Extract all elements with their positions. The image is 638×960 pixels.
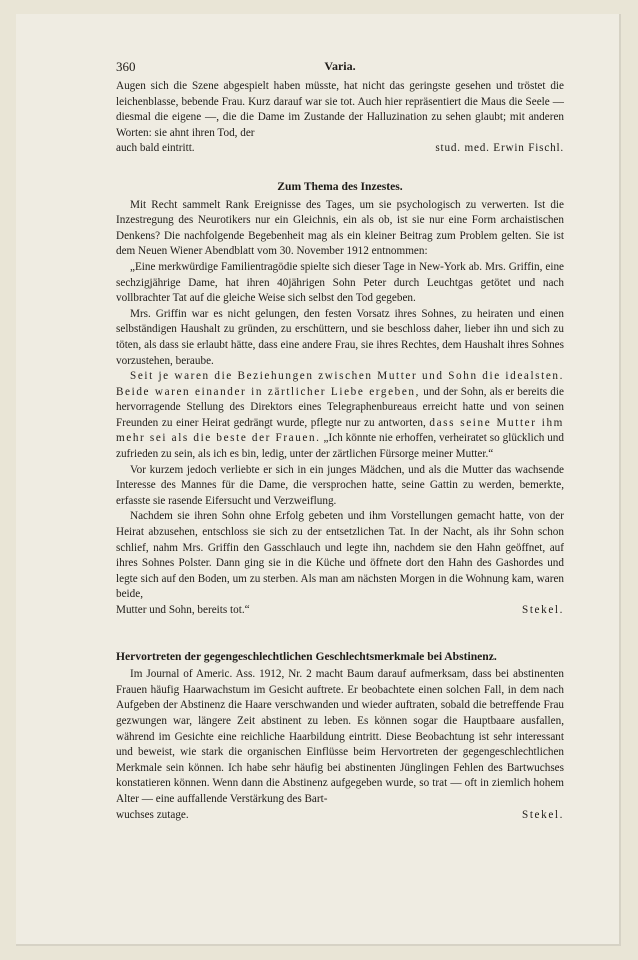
running-head: Varia. — [324, 59, 356, 73]
plain-text-a: und der Sohn, als er bereits die hervorragende Stellung des Direktors eines Telegraphenbureaus erreicht hatte und von seinen Freunden zu einer Heirat gedrängt wurde, pflegte nur zu antworten, — [116, 385, 564, 429]
page — [16, 14, 621, 946]
inzest-signature: Stekel. — [522, 604, 564, 616]
abstinenz-last-line — [116, 808, 564, 824]
inzest-last-line — [116, 603, 564, 619]
spaced-text-a: Seit je waren die Beziehungen zwischen Mutter und Sohn die idealsten. Beide waren einander in zärtlicher Liebe ergeben, — [116, 370, 564, 398]
inzest-paragraph-4 — [116, 369, 564, 463]
section-title-abstinenz: Hervortreten der gegengeschlechtlichen Geschlechtsmerkmale bei Abstinenz. — [116, 649, 497, 663]
inzest-paragraph-1: Mit Recht sammelt Rank Ereignisse des Tages, um sie psychologisch zu verwerten. Ist die Inzestregung des Neurotikers nur ein Gleichnis, ein als ob, ist sie nur eine Form archaistischen Denkens? Die nachfolgende Begebenheit mag als ein kleiner Beitrag zum Problem gelten. Sie ist dem Neuen Wiener Abendblatt vom 30. November 1912 entnommen: — [116, 198, 564, 258]
inzest-paragraph-3: Mrs. Griffin war es nicht gelungen, den festen Vorsatz ihres Sohnes, zu heiraten und einen selbständigen Haushalt zu gründen, zu erschüttern, und sie beschloss daher, lieber ihn und sich zu töten, als dass sie erlaubt hätte, dass eine andere Frau, sie ihres Rechtes, dem Haushalt ihres Sohnes vorzustehen, beraube. — [116, 307, 564, 367]
page-content — [116, 59, 564, 823]
inzest-paragraph-2: „Eine merkwürdige Familientragödie spielte sich dieser Tage in New-York ab. Mrs. Griffin, eine sechzigjährige Dame, hat ihren 40jährigen Sohn Peter durch Leuchtgas getötet und nach vollbrachter Tat auf die gleiche Weise sich selbst den Tod gegeben. — [116, 260, 564, 305]
intro-signature: stud. med. Erwin Fischl. — [435, 142, 564, 155]
page-number: 360 — [116, 59, 136, 74]
spaced-text-b: dass seine Mutter ihm mehr sei als die beste der Frauen. — [116, 416, 564, 445]
abstinenz-paragraph: Im Journal of Americ. Ass. 1912, Nr. 2 macht Baum darauf aufmerksam, dass bei abstinenten Frauen häufig Haarwachstum im Gesicht auftrete. Er beobachtete einen solchen Fall, in dem nach Aufgeben der Abstinenz die Haare verschwanden und wieder auftraten, sobald die betreffende Frau gezwungen war, längere Zeit abstinent zu leben. Es können sogar die Hauptbaare ausfallen, während im Gesichte eine reichliche Haarbildung eintritt. Diese Beobachtung ist sehr interessant und beweist, wie stark die organischen Einflüsse beim Hervortreten der gegengeschlechtlichen Merkmale sein können. Ich habe sehr häufig bei abstinenten Jünglingen Fehlen des Bartwuchses konstatieren können. Wenn dann die Abstinenz aufgegeben wurde, so trat — oft in ziemlich hohem Alter — eine auffallende Verstärkung des Bart- — [116, 668, 564, 805]
section-title-inzest: Zum Thema des Inzestes. — [277, 179, 403, 193]
plain-text-b: „Ich könnte nie erhoffen, verheiratet so glücklich und zufrieden zu sein, als ich es bin, ledig, unter der zärtlichen Fürsorge meiner Mutter.“ — [116, 432, 564, 461]
page-header — [116, 59, 564, 75]
abstinenz-signature: Stekel. — [522, 808, 564, 821]
inzest-paragraph-5: Vor kurzem jedoch verliebte er sich in ein junges Mädchen, und als die Mutter das wachsende Interesse des Mannes für die Dame, die versprochen hatte, seine Gattin zu werden, bemerkte, erfasste sie rasende Eifersucht und Verzweiflung. — [116, 463, 564, 507]
abstinenz-last-text: wuchses zutage. — [116, 808, 189, 821]
inzest-last-text: Mutter und Sohn, bereits tot.“ — [116, 604, 250, 616]
intro-last-line — [116, 141, 564, 157]
inzest-paragraph-6: Nachdem sie ihren Sohn ohne Erfolg gebeten und ihm Vorstellungen gemacht hatte, von der Heirat abzusehen, entschloss sie sich zu der entsetzlichen Tat. In der Nacht, als ihr Sohn schon schlief, nahm Mrs. Griffin den Gasschlauch und legte ihn, nachdem sie den Hahn geöffnet, auf ihres Sohnes Polster. Dann ging sie in die Küche und öffnete dort den Hahn des Gashordes und legte sich auf den Boden, um zu sterben. Als man am nächsten Morgen in die Wohnung kam, waren beide, — [116, 510, 564, 601]
intro-last-text: auch bald eintritt. — [116, 142, 195, 155]
intro-paragraph: Augen sich die Szene abgespielt haben müsste, hat nicht das geringste gesehen und tröstet die leichenblasse, bebende Frau. Kurz darauf war sie tot. Auch hier repräsentiert die Maus die Seele — diesmal die eigene —, die die Dame im Zustande der Halluzination zu sehen glaubt; mit anderen Worten: sie ahnt ihren Tod, der — [116, 80, 564, 139]
